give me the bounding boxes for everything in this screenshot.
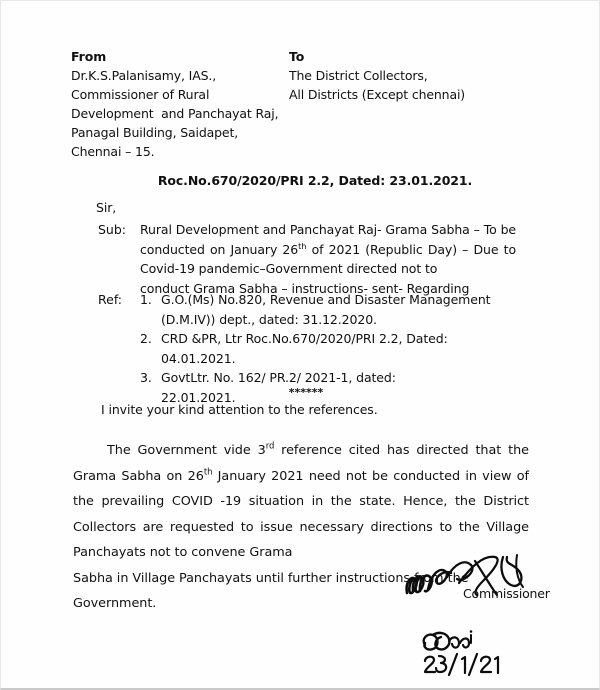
reference-item-number: 3. [140,370,152,385]
document-sheet [1,1,600,690]
body-part-3: January 2021 need not be conducted in view of the prevailing COVID -19 situation in the state. Hence, the District Collectors are requested to issue necessary directions to the Village Panchayats not to convene Grama [73,468,529,560]
body-superscript-th: th [203,466,213,477]
to-line: All Districts (Except chennai) [289,87,466,102]
to-line: The District Collectors, [289,68,428,83]
reference-item-tail: (D.M.IV)) dept., dated: 31.12.2020. [161,311,377,327]
handwritten-initial-icon [419,629,489,655]
signature-title: Commissioner [463,586,550,601]
subject-text [140,220,516,298]
from-line: Commissioner of Rural [71,87,210,102]
reference-item-text [161,329,518,368]
reference-label: Ref: [98,292,122,307]
initial-stamp-area [419,629,539,685]
body-part-1: The Government vide 3 [107,443,266,458]
salutation: Sir, [96,200,117,215]
to-address [289,47,549,104]
from-line: Dr.K.S.Palanisamy, IAS., [71,68,217,83]
list-item [140,290,518,329]
from-heading: From [71,49,107,64]
reference-number-line: Roc.No.670/2020/PRI 2.2, Dated: 23.01.2021. [157,173,473,188]
subject-label: Sub: [98,222,127,237]
reference-item-main: G.O.(Ms) No.820, Revenue and Disaster Management [161,292,491,307]
signature-area [399,553,579,613]
subject-superscript-th: th [298,240,307,251]
subject-part-2: of 2021 (Republic Day) – Due to Covid-19 pandemic–Government directed not to [140,241,516,276]
from-line: Panagal Building, Saidapet, [71,125,239,140]
body-superscript-rd: rd [265,440,275,451]
reference-item-tail: 22.01.2021. [161,389,236,405]
body-part-2: reference cited has directed that the Grama Sabha on 26 [73,443,529,484]
to-heading: To [289,49,305,64]
subject-part-1: Rural Development and Panchayat Raj- Grama Sabha – To be conducted on January 26 [140,222,516,257]
list-item [140,329,518,368]
from-line: Development and Panchayat Raj, [71,106,279,121]
reference-item-tail: 04.01.2021. [161,350,236,366]
reference-item-number: 2. [140,331,152,346]
from-line: Chennai – 15. [71,144,155,159]
reference-item-text [161,290,518,329]
invitation-line: I invite your kind attention to the references. [101,402,378,417]
subject-block [98,220,516,298]
reference-item-main: GovtLtr. No. 162/ PR.2/ 2021-1, dated: [161,370,396,385]
reference-item-number: 1. [140,292,152,307]
reference-item-main: CRD &PR, Ltr Roc.No.670/2020/PRI 2.2, Dated: [161,331,448,346]
from-address [71,47,286,161]
body-part-4: Sabha in Village Panchayats until further instructions from the Government. [73,570,469,611]
subject-part-3: conduct Grama Sabha – instructions- sent- Regarding [140,280,470,296]
handwritten-date-icon [421,653,511,679]
asterisk-separator: ****** [288,386,324,399]
